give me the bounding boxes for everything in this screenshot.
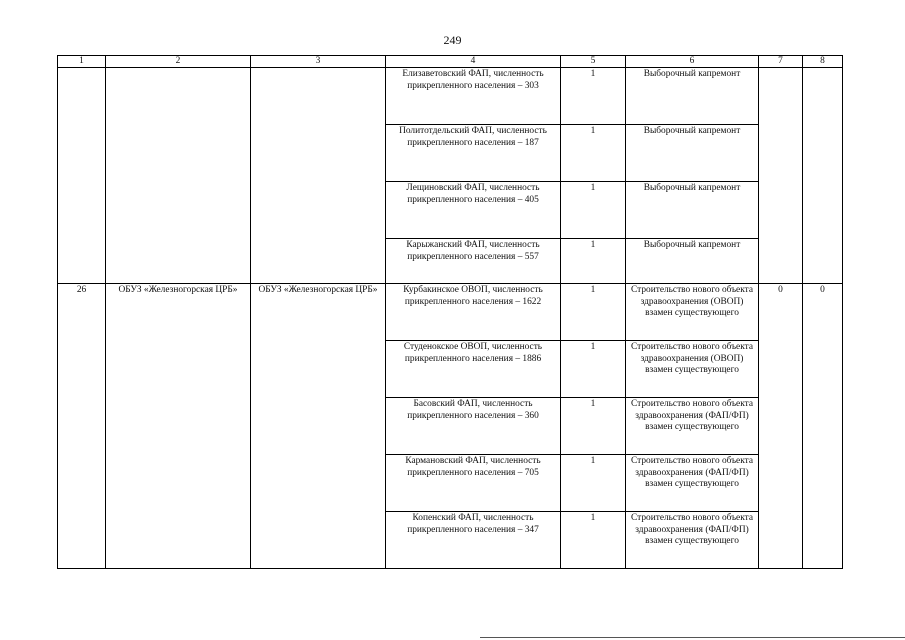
col7-value-cell: 0 — [759, 284, 803, 569]
column-number: 5 — [561, 56, 626, 68]
action-cell: Строительство нового объекта здравоохранения (ОВОП) взамен существующего — [626, 284, 759, 341]
column-number: 2 — [106, 56, 251, 68]
action-cell: Выборочный капремонт — [626, 239, 759, 284]
page-number: 249 — [443, 33, 462, 47]
table-row — [58, 68, 843, 125]
facility-cell: Студенокское ОВОП, численность прикрепленного населения – 1886 — [386, 341, 561, 398]
org-cell-continued — [106, 68, 251, 284]
count-cell: 1 — [561, 398, 626, 455]
col8-cell-continued — [803, 68, 843, 284]
column-number: 7 — [759, 56, 803, 68]
action-cell: Строительство нового объекта здравоохранения (ОВОП) взамен существующего — [626, 341, 759, 398]
column-number-row — [58, 56, 843, 68]
count-cell: 1 — [561, 68, 626, 125]
facility-cell: Кармановский ФАП, численность прикрепленного населения – 705 — [386, 455, 561, 512]
col8-value-cell: 0 — [803, 284, 843, 569]
column-number: 3 — [251, 56, 386, 68]
column-number: 6 — [626, 56, 759, 68]
count-cell: 1 — [561, 239, 626, 284]
scan-edge-line — [480, 637, 905, 638]
count-cell: 1 — [561, 512, 626, 569]
facility-cell: Елизаветовский ФАП, численность прикрепленного населения – 303 — [386, 68, 561, 125]
facility-cell: Политотдельский ФАП, численность прикрепленного населения – 187 — [386, 125, 561, 182]
facility-cell: Басовский ФАП, численность прикрепленного населения – 360 — [386, 398, 561, 455]
count-cell: 1 — [561, 284, 626, 341]
table-row — [58, 284, 843, 341]
org-name-cell: ОБУЗ «Железногорская ЦРБ» — [251, 284, 386, 569]
action-cell: Строительство нового объекта здравоохранения (ФАП/ФП) взамен существующего — [626, 512, 759, 569]
count-cell: 1 — [561, 341, 626, 398]
facility-cell: Лещиновский ФАП, численность прикрепленного населения – 405 — [386, 182, 561, 239]
document-table — [57, 55, 843, 569]
count-cell: 1 — [561, 125, 626, 182]
org-name-cell: ОБУЗ «Железногорская ЦРБ» — [106, 284, 251, 569]
action-cell: Выборочный капремонт — [626, 125, 759, 182]
facility-cell: Курбакинское ОВОП, численность прикрепленного населения – 1622 — [386, 284, 561, 341]
org-cell-continued — [251, 68, 386, 284]
action-cell: Выборочный капремонт — [626, 68, 759, 125]
col7-cell-continued — [759, 68, 803, 284]
action-cell: Строительство нового объекта здравоохранения (ФАП/ФП) взамен существующего — [626, 398, 759, 455]
column-number: 4 — [386, 56, 561, 68]
count-cell: 1 — [561, 182, 626, 239]
action-cell: Выборочный капремонт — [626, 182, 759, 239]
facility-cell: Копенский ФАП, численность прикрепленного населения – 347 — [386, 512, 561, 569]
group-number-cell: 26 — [58, 284, 106, 569]
facility-cell: Карыжанский ФАП, численность прикрепленного населения – 557 — [386, 239, 561, 284]
column-number: 8 — [803, 56, 843, 68]
group-number-cell-continued — [58, 68, 106, 284]
column-number: 1 — [58, 56, 106, 68]
action-cell: Строительство нового объекта здравоохранения (ФАП/ФП) взамен существующего — [626, 455, 759, 512]
count-cell: 1 — [561, 455, 626, 512]
